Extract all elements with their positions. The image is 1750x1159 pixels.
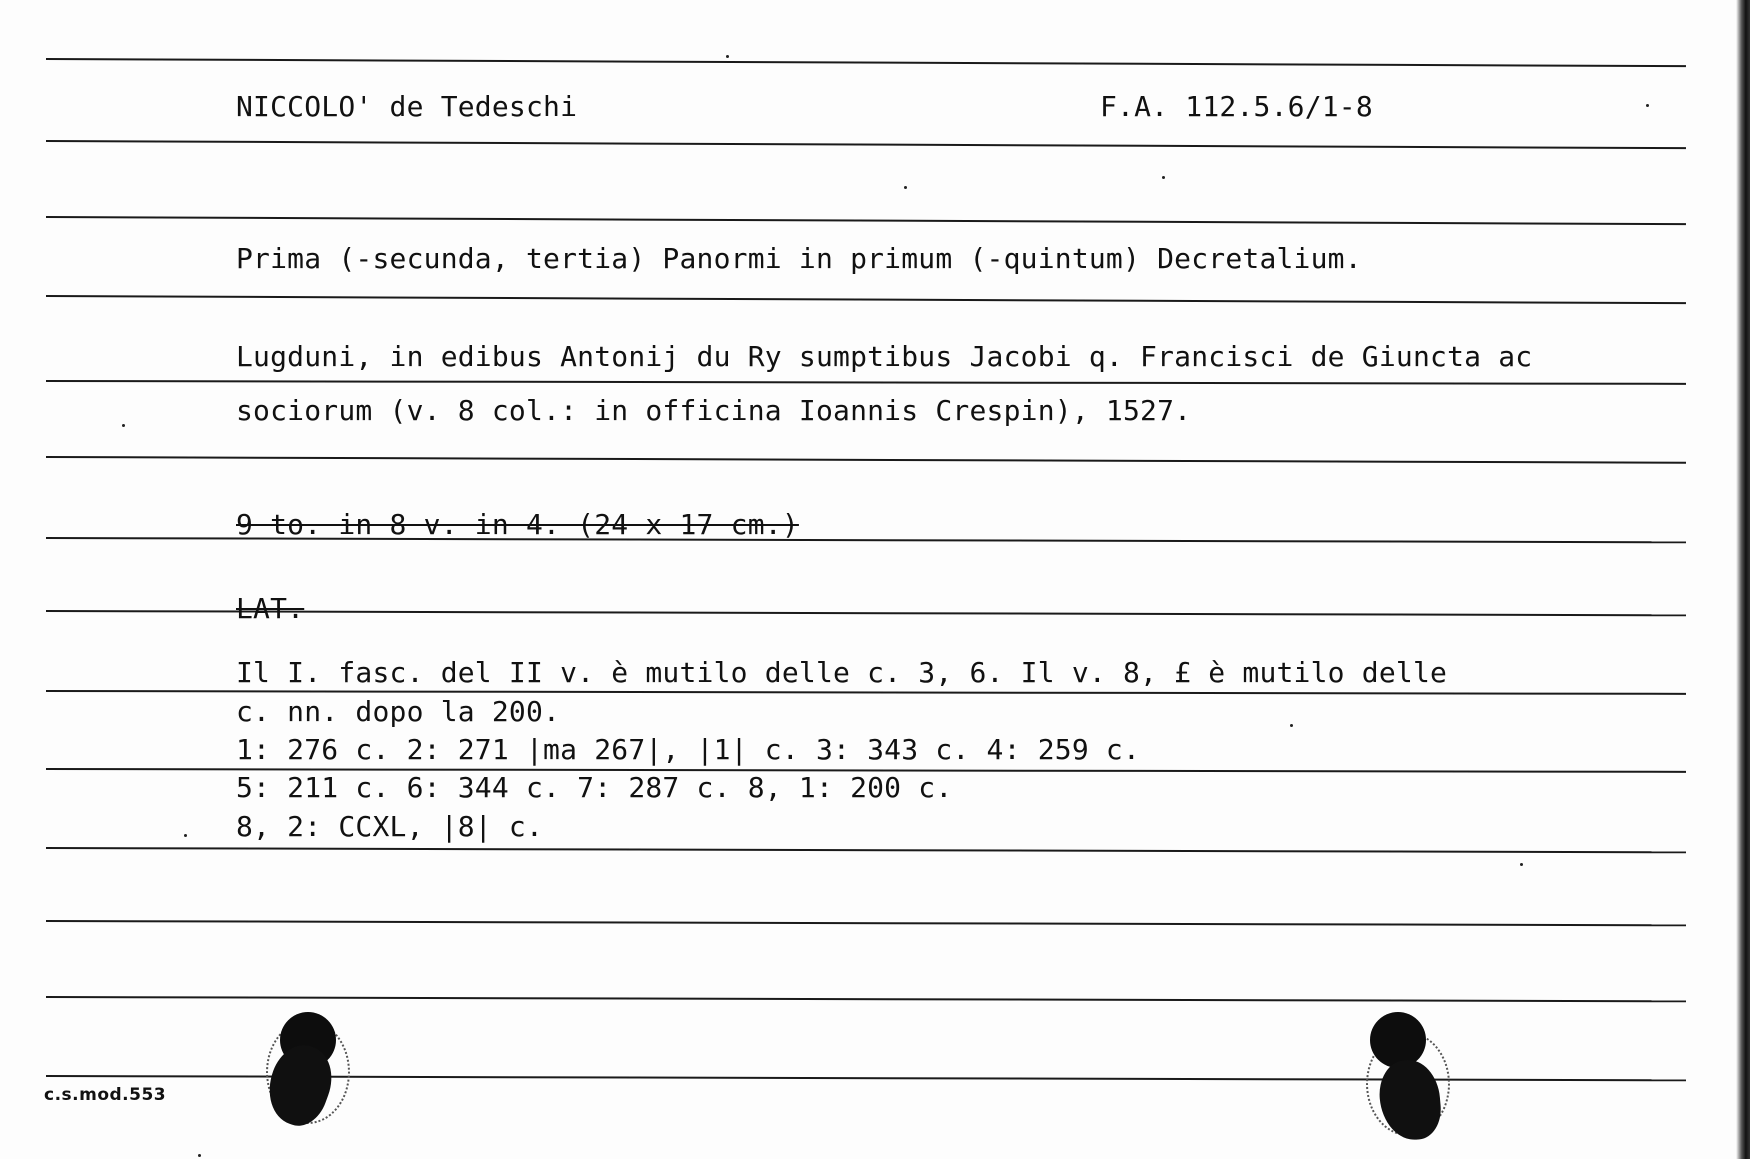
note-line: 8, 2: CCXL, |8| c. [236, 810, 544, 843]
punch-hole-right [1370, 1012, 1426, 1068]
note-line: 5: 211 c. 6: 344 c. 7: 287 c. 8, 1: 200 c. [236, 771, 953, 804]
card-rule [46, 140, 1686, 149]
card-rule [46, 216, 1686, 225]
scan-speck [904, 186, 907, 189]
scan-speck [726, 55, 729, 58]
card-rule [46, 996, 1686, 1002]
scan-speck [122, 424, 125, 427]
card-rule [46, 847, 1686, 853]
card-rule [46, 295, 1686, 304]
language-code: LAT. [236, 592, 305, 625]
imprint-line-1: Lugduni, in edibus Antonij du Ry sumptibus Jacobi q. Francisci de Giuncta ac [236, 340, 1533, 373]
note-line: c. nn. dopo la 200. [236, 695, 561, 728]
note-line: 1: 276 c. 2: 271 |ma 267|, |1| c. 3: 343 c. 4: 259 c. [236, 733, 1141, 766]
physical-description: 9 to. in 8 v. in 4. (24 x 17 cm.) [236, 508, 799, 541]
form-code: c.s.mod.553 [44, 1085, 167, 1105]
scan-speck [198, 1154, 201, 1157]
note-line: Il I. fasc. del II v. è mutilo delle c. 3, 6. Il v. 8, £ è mutilo delle [236, 656, 1448, 689]
scan-speck [1520, 863, 1523, 866]
scan-speck [1162, 176, 1165, 179]
imprint-line-2: sociorum (v. 8 col.: in officina Ioannis Crespin), 1527. [236, 394, 1192, 427]
title-statement: Prima (-secunda, tertia) Panormi in primum (-quintum) Decretalium. [236, 242, 1362, 275]
author-heading: NICCOLO' de Tedeschi [236, 90, 578, 123]
scan-speck [1290, 724, 1293, 727]
scan-speck [1646, 104, 1649, 107]
shelfmark: F.A. 112.5.6/1-8 [1100, 90, 1373, 123]
card-rule [46, 58, 1686, 67]
card-rule [46, 920, 1686, 926]
card-rule [46, 456, 1686, 464]
scan-speck [184, 834, 187, 837]
scan-edge-shadow [1736, 0, 1750, 1159]
card-rule [46, 380, 1686, 385]
